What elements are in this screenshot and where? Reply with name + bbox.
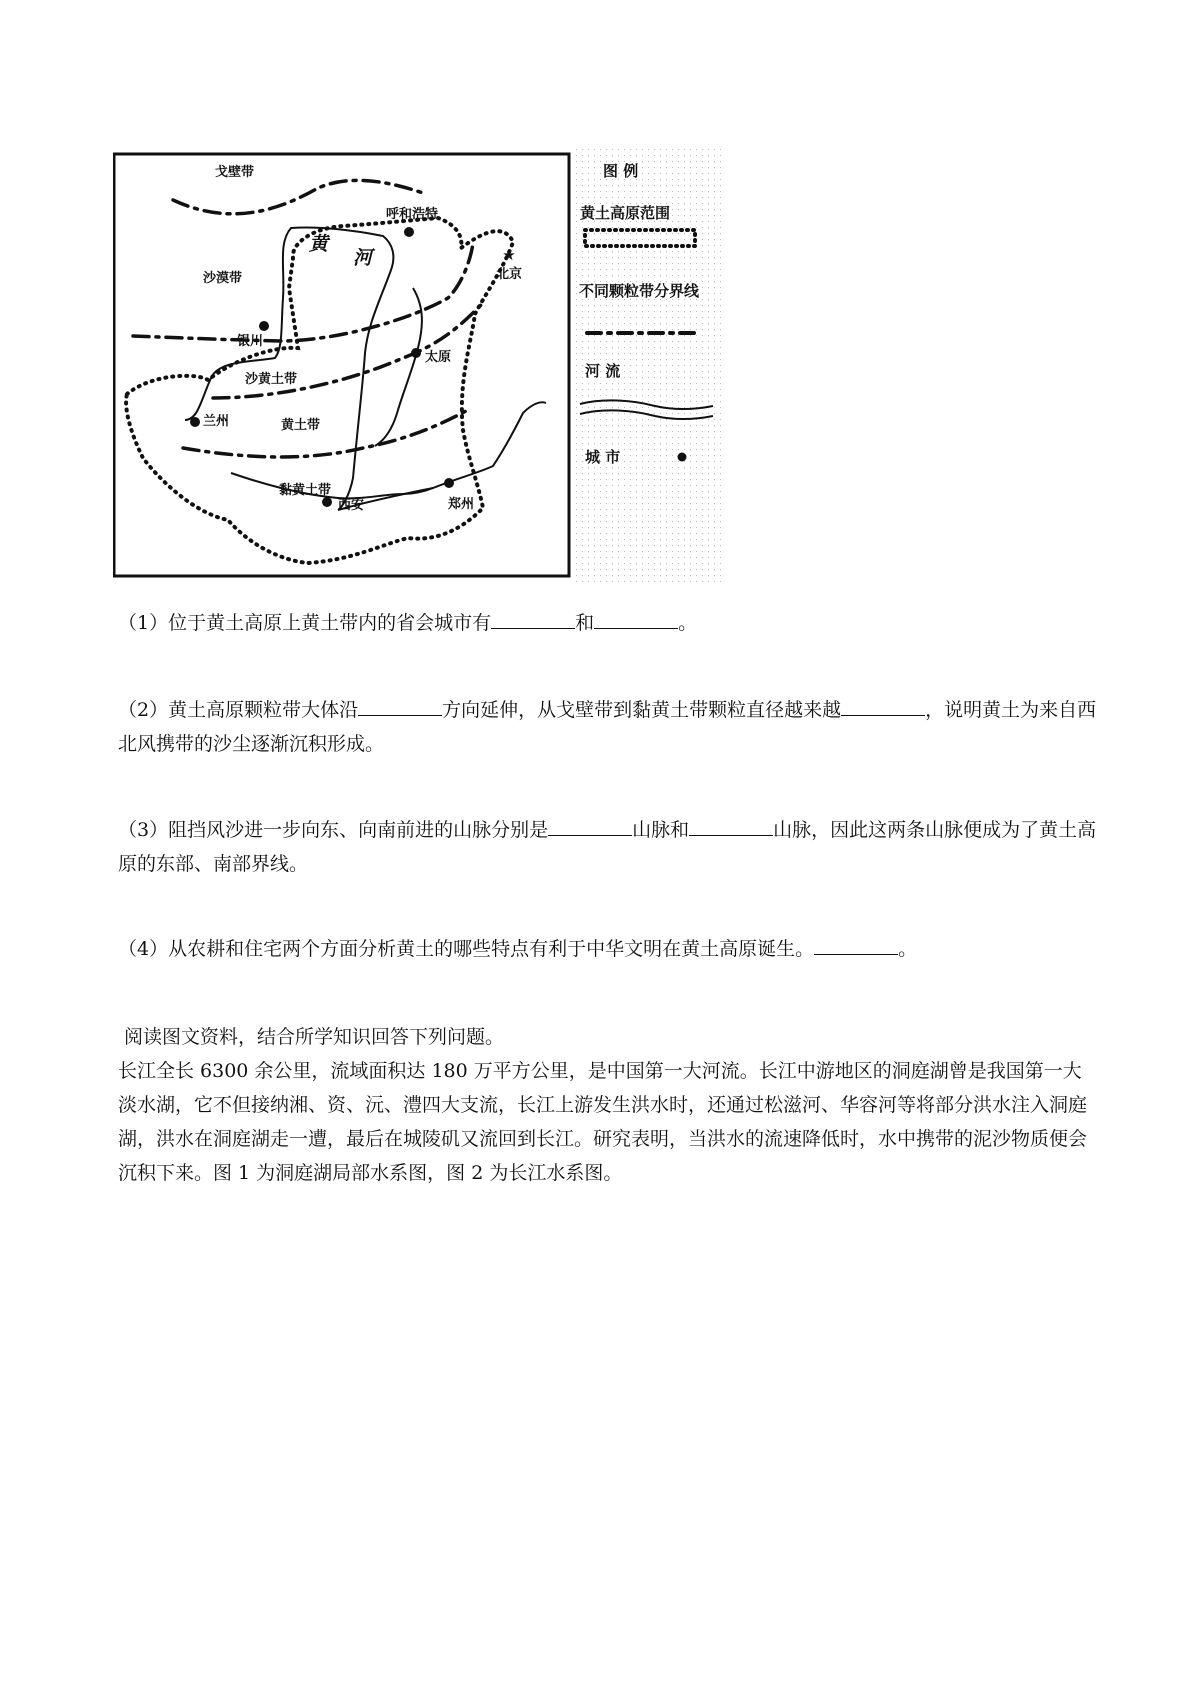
answer-blank[interactable]	[841, 695, 925, 716]
city-dot-zhengzhou	[444, 478, 454, 488]
label-taiyuan: 太原	[425, 350, 452, 365]
label-yinchuan: 银川	[237, 334, 264, 349]
label-loess: 黄土带	[281, 418, 321, 433]
answer-blank[interactable]	[491, 608, 575, 629]
label-zhengzhou: 郑州	[448, 497, 475, 512]
question-3-text: 山脉和	[632, 819, 690, 841]
legend-title: 图 例	[603, 162, 639, 180]
label-river-he: 河	[353, 247, 373, 269]
answer-blank[interactable]	[689, 815, 773, 836]
question-1-text: （1）位于黄土高原上黄土带内的省会城市有	[118, 612, 492, 634]
label-river-huang: 黄	[309, 233, 329, 255]
question-2	[118, 693, 1098, 761]
legend-label-boundary: 黄土高原范围	[580, 204, 671, 222]
loess-plateau-map	[113, 148, 721, 582]
question-2-text: （2）黄土高原颗粒带大体沿	[118, 699, 359, 721]
question-4-text: 。	[898, 938, 918, 960]
question-1-text: 和	[575, 612, 595, 634]
map-svg	[113, 148, 721, 582]
answer-blank[interactable]	[358, 695, 442, 716]
label-desert: 沙漠带	[203, 271, 243, 286]
question-2-text: 方向延伸，从戈壁带到黏黄土带颗粒直径越来越	[442, 699, 842, 721]
reading-passage	[118, 1020, 1098, 1190]
label-xian: 西安	[338, 498, 365, 513]
label-hohhot: 呼和浩特	[386, 207, 439, 222]
city-dot-xian	[322, 497, 332, 507]
city-dot-lanzhou	[190, 417, 200, 427]
answer-blank[interactable]	[594, 608, 678, 629]
passage-intro: 阅读图文资料，结合所学知识回答下列问题。	[124, 1026, 505, 1048]
legend-label-city: 城 市	[585, 448, 621, 466]
question-3-text: （3）阻挡风沙进一步向东、向南前进的山脉分别是	[118, 819, 549, 841]
city-dot-yinchuan	[259, 321, 269, 331]
question-4	[118, 932, 1098, 966]
question-4-text: （4）从农耕和住宅两个方面分析黄土的哪些特点有利于中华文明在黄土高原诞生。	[118, 938, 815, 960]
label-sandy-loess: 沙黄土带	[245, 372, 298, 387]
question-2-text: ，说明黄土为来自西北风携带的沙尘逐渐沉积形成。	[118, 699, 1097, 755]
star-beijing-icon: ★	[502, 246, 516, 264]
answer-blank[interactable]	[548, 815, 632, 836]
question-1	[118, 606, 1098, 640]
question-3-text: 山脉，因此这两条山脉便成为了黄土高原的东部、南部界线。	[118, 819, 1097, 875]
legend-label-river: 河 流	[585, 362, 621, 380]
legend-label-divider: 不同颗粒带分界线	[579, 282, 700, 300]
passage-body: 长江全长 6300 余公里，流域面积达 180 万平方公里，是中国第一大河流。长江中游地区的洞庭湖曾是我国第一大淡水湖，它不但接纳湘、资、沅、澧四大支流，长江上游发生洪水时，还通过松滋河、华容河等将部分洪水注入洞庭湖，洪水在洞庭湖走一遭，最后在城陵矶又流回到长江。研究表明，当洪水的流速降低时，水中携带的泥沙物质便会沉积下来。图 1 为洞庭湖局部水系图，图 2 为长江水系图。	[118, 1060, 1088, 1184]
label-gobi: 戈壁带	[215, 165, 255, 180]
question-3	[118, 813, 1098, 881]
label-lanzhou: 兰州	[203, 414, 230, 429]
answer-blank[interactable]	[814, 934, 898, 955]
question-1-text: 。	[678, 612, 698, 634]
city-dot-icon	[678, 453, 687, 462]
label-clay-loess: 黏黄土带	[279, 483, 332, 498]
city-dot-hohhot	[404, 227, 414, 237]
label-beijing: 北京	[496, 267, 523, 282]
city-dot-taiyuan	[411, 348, 421, 358]
